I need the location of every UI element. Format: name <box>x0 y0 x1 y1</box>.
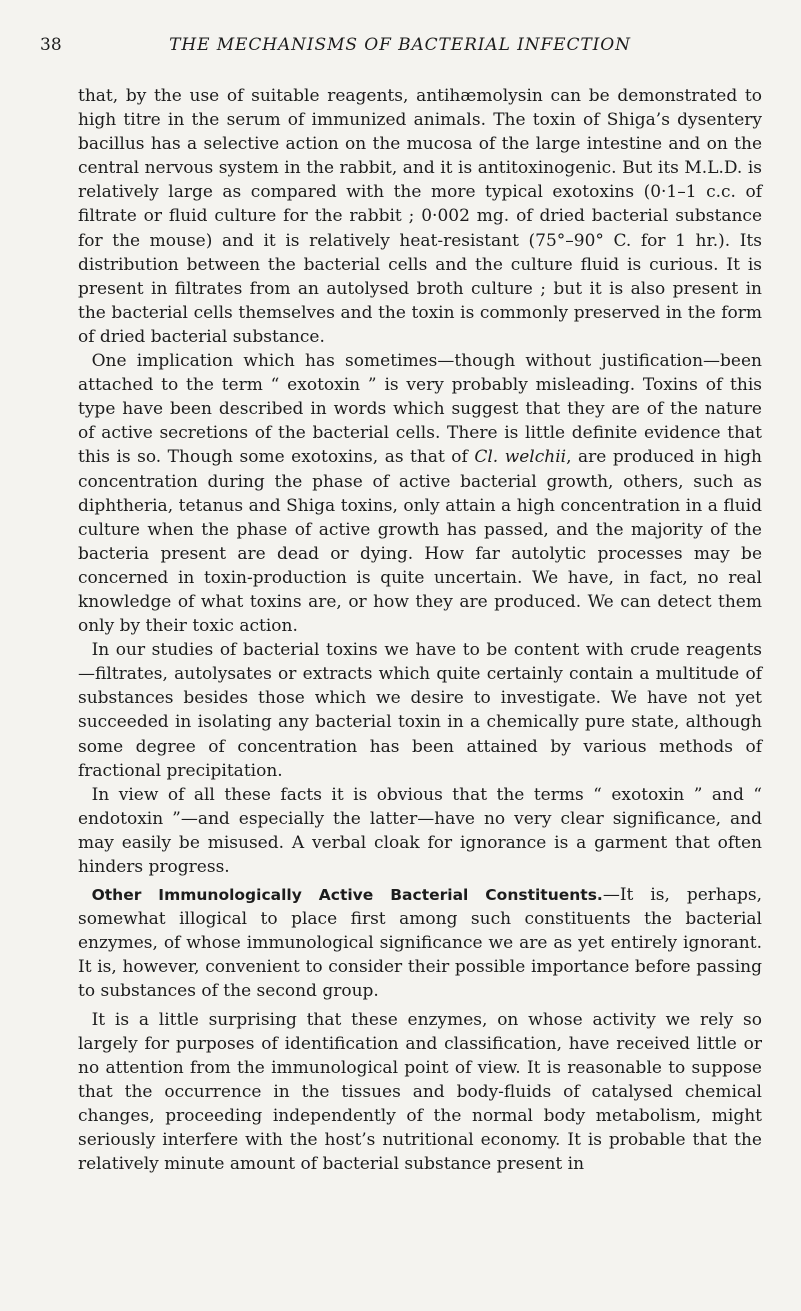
paragraph-1 <box>78 84 762 349</box>
paragraph-6 <box>78 1008 762 1177</box>
section-heading: Other Immunologically Active Bacterial Constituents. <box>91 886 603 905</box>
paragraph-text: —It is, perhaps, somewhat illogical to place first among such constituents the bacterial enzymes, of whose immunological significance we are as yet entirely ignorant. It is, however, convenient to consider their possible importance before passing to substances of the second group. <box>78 885 762 1002</box>
paragraph-text: , are produced in high concentration during the phase of active bacterial growth, others, such as diphtheria, tetanus and Shiga toxins, only attain a high concentration in a fluid culture when the phase of active growth has passed, and the majority of the bacteria present are dead or dying. How far autolytic processes may be concerned in toxin-production is quite uncertain. We have, in fact, no real knowledge of what toxins are, or how they are produced. We can detect them only by their toxic action. <box>78 447 762 637</box>
page-number: 38 <box>40 35 62 55</box>
page-header <box>40 35 760 61</box>
paragraph-3 <box>78 638 762 783</box>
paragraph-text: In view of all these facts it is obvious that the terms “ exotoxin ” and “ endotoxin ”—and especially the latter—have no very clear significance, and may easily be misused. A verbal cloak for ignorance is a garment that often hinders progress. <box>78 784 762 877</box>
paragraph-4 <box>78 783 762 879</box>
paragraph-2 <box>78 349 762 638</box>
paragraph-text: In our studies of bacterial toxins we have to be content with crude reagents —filtrates, autolysates or extracts which quite certainly contain a multitude of substances besides those which we desire to investigate. We have not yet succeeded in isolating any bacterial toxin in a chemically pure state, although some degree of concentration has been attained by various methods of fractional precipitation. <box>78 640 762 781</box>
paragraph-5 <box>78 883 762 1003</box>
paragraph-text: that, by the use of suitable reagents, antihæmolysin can be demonstrated to high titre in the serum of immunized animals. The toxin of Shiga’s dysentery bacillus has a selective action on the mucosa of the large intestine and on the central nervous system in the rabbit, and it is antitoxinogenic. But its M.L.D. is relatively large as compared with the more typical exotoxins (0·1–1 c.c. of filtrate or fluid culture for the rabbit ; 0·002 mg. of dried bacterial substance for the mouse) and it is relatively heat-resistant (75°–90° C. for 1 hr.). Its distribution between the bacterial cells and the culture fluid is curious. It is present in filtrates from an autolysed broth culture ; but it is also present in the bacterial cells themselves and the toxin is commonly preserved in the form of dried bacterial substance. <box>78 86 762 347</box>
paragraph-text: One implication which has sometimes—though without justification—been attached to the term “ exotoxin ” is very probably misleading. Toxins of this type have been described in words which suggest that they are of the nature of active secretions of the bacterial cells. There is little definite evidence that this is so. Though some exotoxins, as that of <box>78 351 762 468</box>
running-title: THE MECHANISMS OF BACTERIAL INFECTION <box>169 35 631 55</box>
species-name: Cl. welchii <box>474 447 567 468</box>
paragraph-text: It is a little surprising that these enzymes, on whose activity we rely so largely for purposes of identification and classification, have received little or no attention from the immunological point of view. It is reasonable to suppose that the occurrence in the tissues and body-fluids of catalysed chemical changes, proceeding independently of the normal body metabolism, might seriously interfere with the host’s nutritional economy. It is probable that the relatively minute amount of bacterial substance present in <box>78 1009 762 1175</box>
body-text <box>78 84 762 1176</box>
